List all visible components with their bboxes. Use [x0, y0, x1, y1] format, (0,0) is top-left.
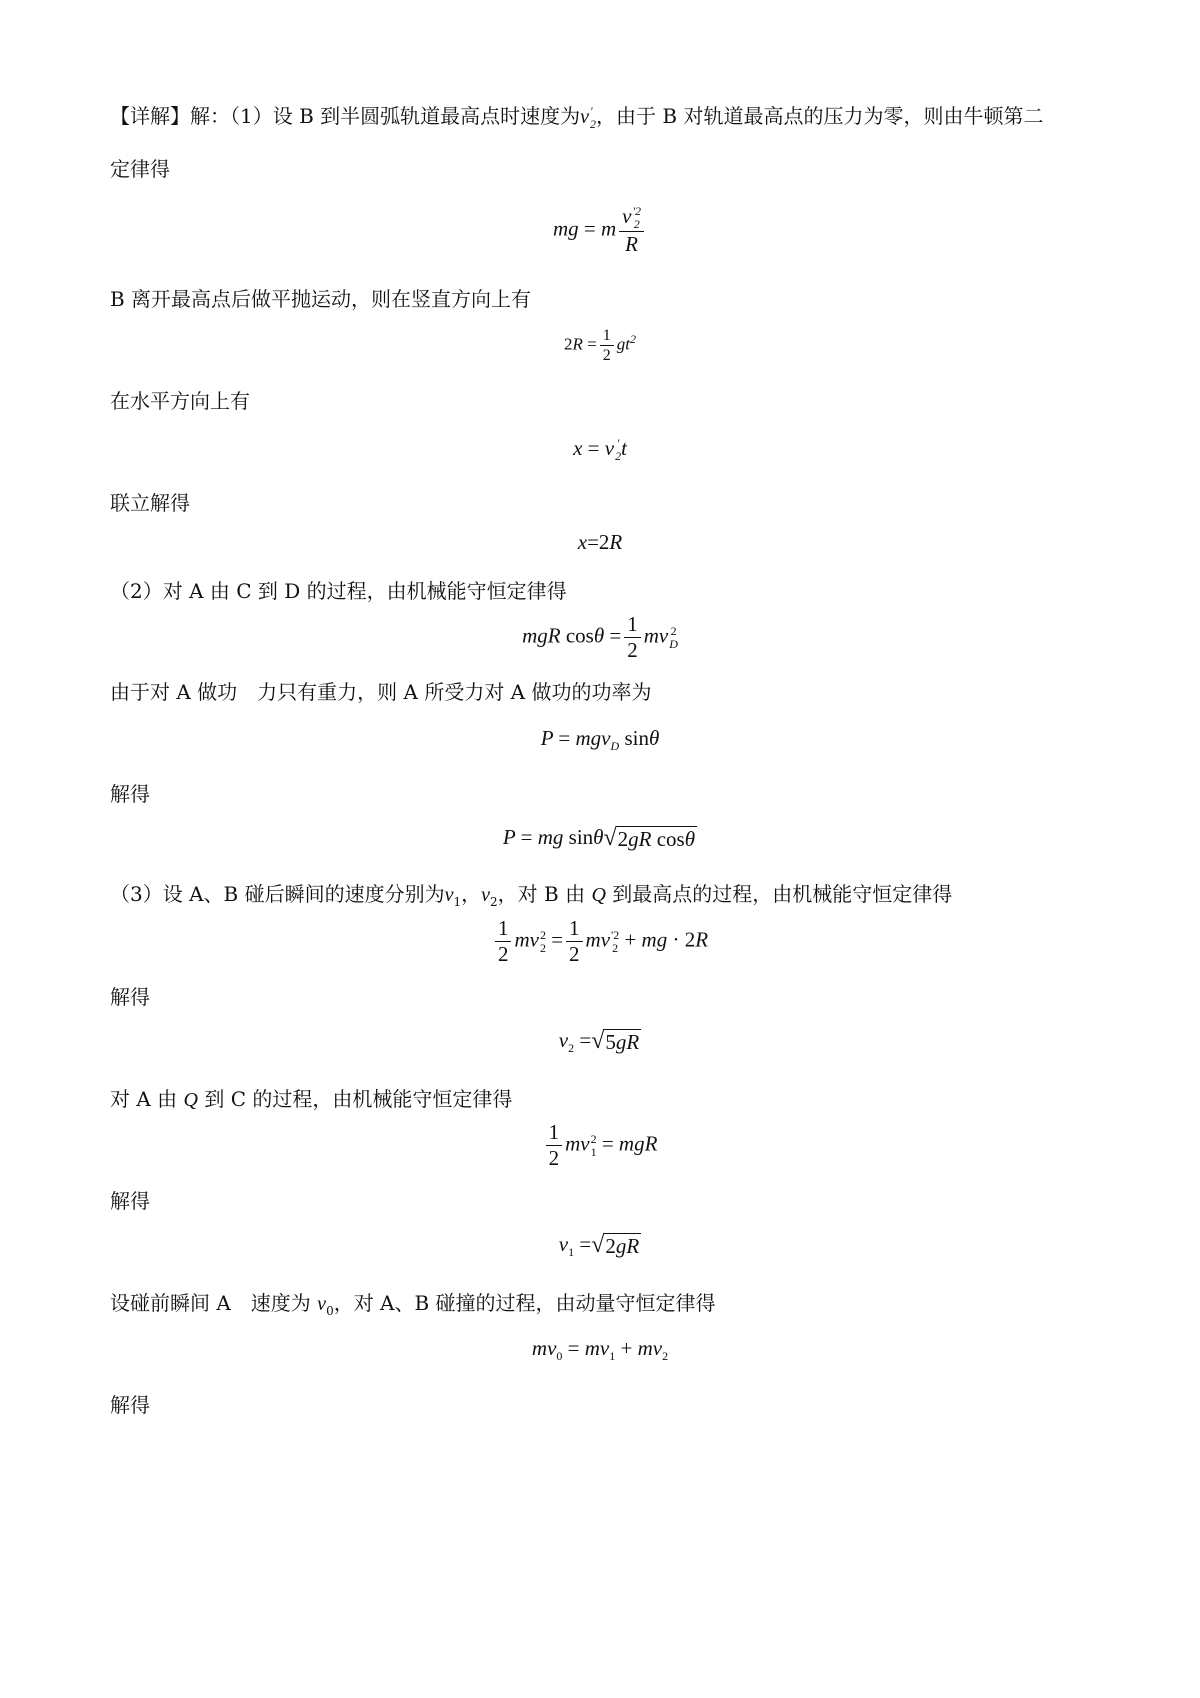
equation-power: P = mgv$_D$ sinθ	[540, 726, 660, 754]
para-detail-intro: 【详解】解：（1）设 B 到半圆弧轨道最高点时速度为v ' 2 ，由于 B 对轨道最高点的压力为零，则由牛顿第二	[110, 104, 1044, 132]
para-combine: 联立解得	[110, 491, 190, 515]
para-power-intro: 由于对 A 做功 力只有重力，则 A 所受力对 A 做功的功率为	[110, 680, 652, 704]
para-solve-3: 解得	[110, 1189, 150, 1213]
para-part-3: （3）设 A、B 碰后瞬间的速度分别为$v_1$，$v_2$，对 B 由 Q 到最高点的过程，由机械能守恒定律得	[110, 882, 953, 909]
equation-energy-a: $\frac{1}{2}$ mv 2 1 = mgR	[0, 1120, 1200, 1171]
para-a-energy: 对 A 由 Q 到 C 的过程，由机械能守恒定律得	[110, 1087, 513, 1111]
equation-energy-b: $\frac{1}{2}$ mv 2 2 = $\frac{1}{2}$ mv '2 2 + mg · 2R	[0, 916, 1200, 967]
equation-newton-second-law: mg = m v '2 2 R	[0, 204, 1200, 258]
equation-horizontal-distance: x = v ' 2 t	[573, 436, 627, 464]
symbol-v2-prime: v ' 2	[580, 104, 597, 132]
para-projectile: B 离开最高点后做平抛运动，则在竖直方向上有	[110, 287, 532, 311]
equation-x-result: x=2R	[577, 530, 623, 554]
para-solve-2: 解得	[110, 985, 150, 1009]
equation-momentum: $mv_0 = mv_1 + mv_2$	[531, 1336, 669, 1364]
para-detail-intro-cont: 定律得	[110, 157, 170, 181]
para-solve-4: 解得	[110, 1393, 150, 1417]
para-horizontal: 在水平方向上有	[110, 389, 250, 413]
equation-v2-result: $v_2$ = √ 5gR	[558, 1028, 640, 1056]
para-momentum-intro: 设碰前瞬间 A 速度为 $v_0$，对 A、B 碰撞的过程，由动量守恒定律得	[110, 1291, 716, 1318]
equation-energy-cd: mgR cosθ = $\frac{1}{2}$ mv 2 D	[522, 612, 678, 663]
equation-vertical-fall: 2R = $\frac{1}{2}$ $gt^2$	[564, 327, 636, 365]
equation-v1-result: $v_1$ = √ 2gR	[558, 1232, 640, 1260]
equation-power-result: P = mg sinθ √ 2gR cosθ	[502, 825, 696, 852]
para-solve-1: 解得	[110, 782, 150, 806]
para-part-2: （2）对 A 由 C 到 D 的过程，由机械能守恒定律得	[110, 579, 567, 603]
